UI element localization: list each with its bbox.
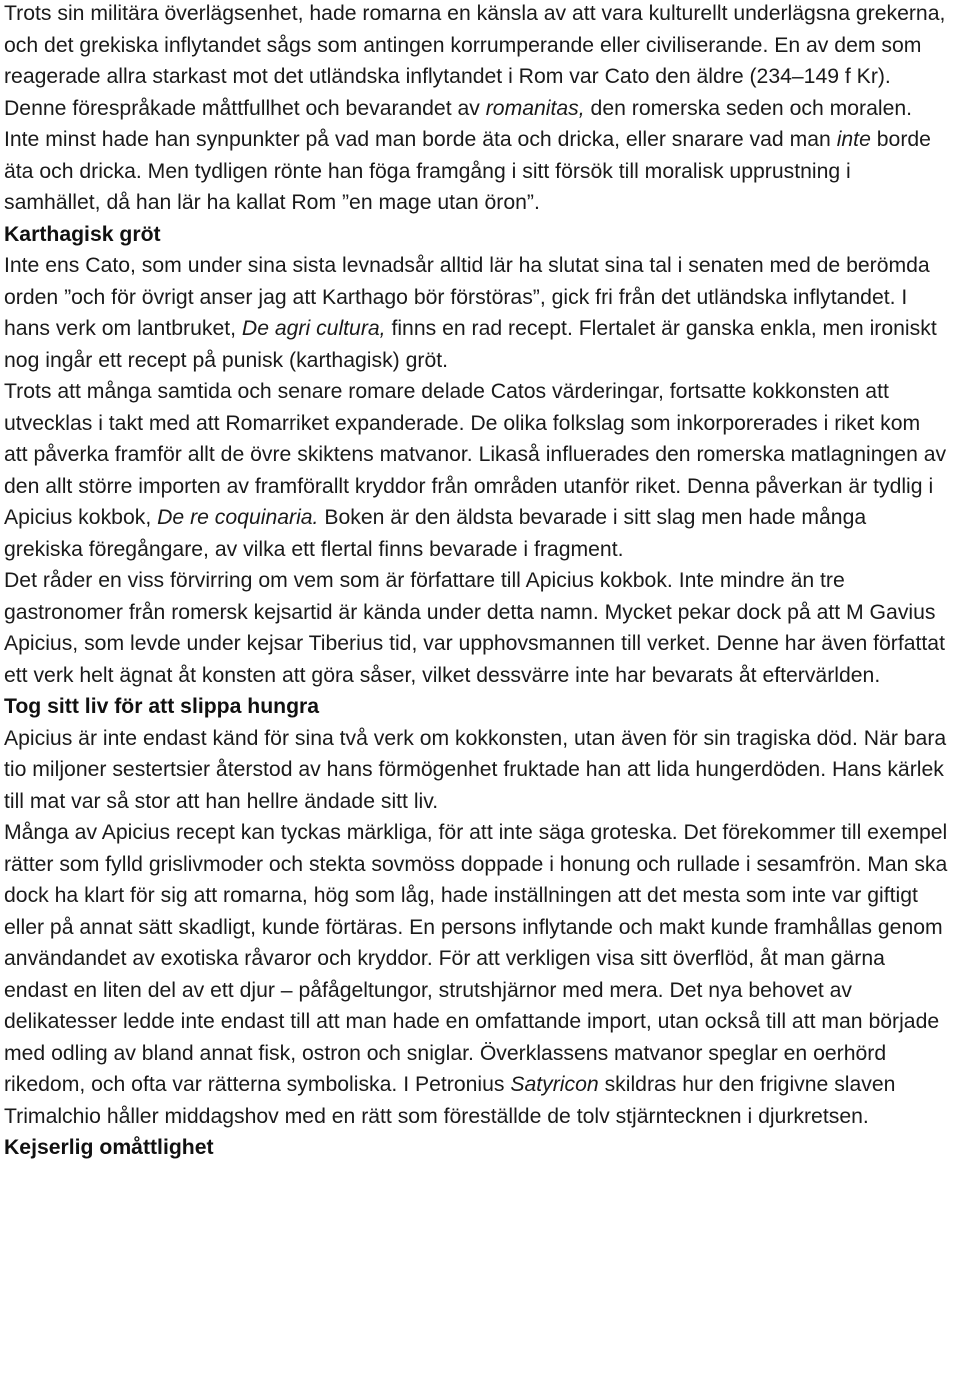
paragraph-apicius-death: Apicius är inte endast känd för sina två verk om kokkonsten, utan även för sin tragiska död. När bara tio miljoner sestertsier återstod av hans förmögenhet fruktade han att lida hungerdöden. Hans kärlek till mat var så stor att han hellre ändade sitt liv. bbox=[4, 726, 947, 813]
paragraph-text: Trots att många samtida och senare romare delade Catos värderingar, fortsatte kokkonsten att utvecklas i takt med att Romarriket expanderade. De olika folkslag som inkorporerades i riket kom att påverka framför allt de övre skiktens matvanor. Likaså influerades den romerska matlagningen av den allt större importen av framförallt kryddor från områden utanför riket. Denna påverkan är tydlig i Apicius kokbok, bbox=[4, 380, 947, 529]
paragraph-cooking-evolution bbox=[4, 376, 948, 565]
paragraph-text: skildras hur den frigivne slaven Trimalchio håller middagshov med en rätt som föreställde de tolv stjärntecknen i djurkretsen. bbox=[4, 1073, 896, 1128]
heading-tog-sitt-liv: Tog sitt liv för att slippa hungra bbox=[4, 695, 320, 718]
paragraph-text: finns en rad recept. Flertalet är ganska enkla, men ironiskt nog ingår ett recept på punisk (karthagisk) gröt. bbox=[4, 317, 937, 372]
italic-title-de-re-coquinaria: De re coquinaria. bbox=[157, 506, 319, 529]
paragraph-text: den romerska seden och moralen. Inte minst hade han synpunkter på vad man borde äta och dricka, eller snarare vad man bbox=[4, 96, 913, 151]
italic-title-satyricon: Satyricon bbox=[510, 1073, 599, 1096]
paragraph-apicius-author: Det råder en viss förvirring om vem som är författare till Apicius kokbok. Inte mindre än tre gastronomer från romersk kejsartid är kända under detta namn. Mycket pekar dock på att M Gavius Apicius, som levde under kejsar Tiberius tid, var upphovsmannen till verket. Denne har även författat ett verk helt ägnat åt konsten att göra såser, vilket dessvärre inte har bevarats åt eftervärlden. bbox=[4, 569, 945, 687]
heading-kejserlig-omattlighet: Kejserlig omåttlighet bbox=[4, 1136, 214, 1159]
paragraph-text: Trots sin militära överlägsenhet, hade romarna en känsla av att vara kulturellt underlägsna grekerna, och det grekiska inflytandet sågs som antingen korrumperande eller civiliserande. En av dem som reagerade allra starkast mot det utländska inflytandet i Rom var Cato den äldre (234–149 f Kr). Denne förespråkade måttfullhet och bevarandet av bbox=[4, 2, 946, 120]
paragraph-cato-intro bbox=[4, 0, 948, 219]
paragraph-cato-recipes bbox=[4, 250, 948, 376]
paragraph-text: Boken är den äldsta bevarade i sitt slag men hade många grekiska föregångare, av vilka ett flertal finns bevarade i fragment. bbox=[4, 506, 867, 561]
heading-karthagisk-grot: Karthagisk gröt bbox=[4, 222, 161, 246]
paragraph-text: Inte ens Cato, som under sina sista levnadsår alltid lär ha slutat sina tal i senaten med de berömda orden ”och för övrigt anser jag att Karthago bör förstöras”, gick fri från det utländska inflytandet. I hans verk om lantbruket, bbox=[4, 254, 930, 340]
paragraph-apicius-recipes bbox=[4, 817, 948, 1132]
italic-word-inte: inte bbox=[836, 128, 871, 151]
paragraph-text: borde äta och dricka. Men tydligen rönte han föga framgång i sitt försök till moralisk upprustning i samhället, då han lär ha kallat Rom ”en mage utan öron”. bbox=[4, 128, 931, 214]
italic-term-romanitas: romanitas, bbox=[485, 96, 585, 120]
italic-title-de-agri-cultura: De agri cultura, bbox=[241, 317, 386, 340]
paragraph-text: Många av Apicius recept kan tyckas märkliga, för att inte säga groteska. Det förekommer till exempel rätter som fylld grislivmoder och stekta sovmöss doppade i honung och rullade i sesamfrön. Man ska dock ha klart för sig att romarna, hög som låg, hade inställningen att det mesta som inte var giftigt eller på annat sätt skadligt, kunde förtäras. En persons inflytande och makt kunde framhållas genom användandet av exotiska råvaror och kryddor. För att verkligen visa sitt överflöd, åt man gärna endast en liten del av ett djur – påfågeltungor, strutshjärnor med mera. Det nya behovet av delikatesser ledde inte endast till att man hade en omfattande import, utan också till att man började med odling av bland annat fisk, ostron och sniglar. Överklassens matvanor speglar en oerhörd rikedom, och ofta var rätterna symboliska. I Petronius bbox=[4, 821, 948, 1096]
